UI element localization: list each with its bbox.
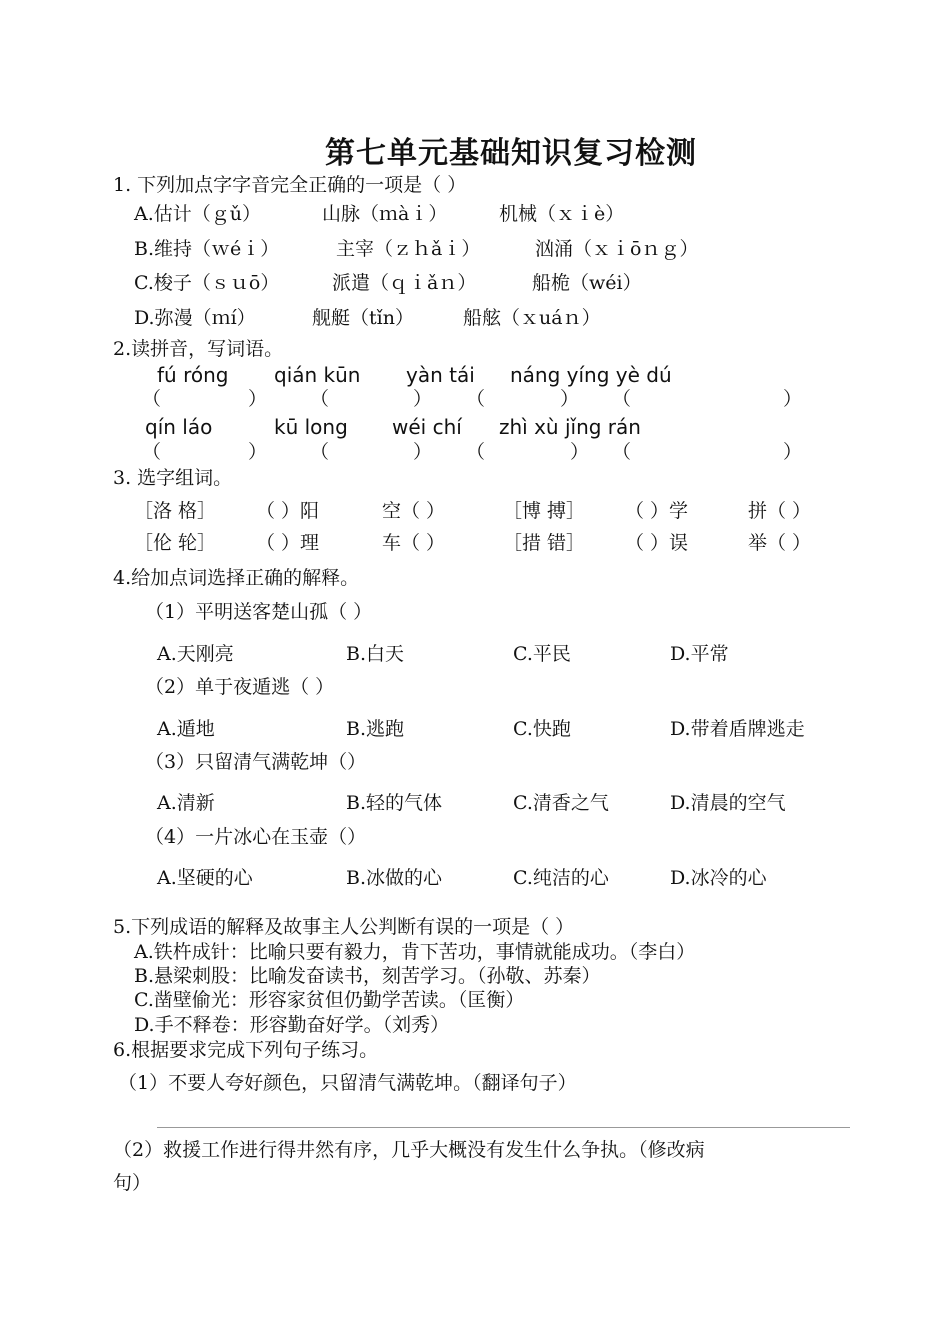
q6-sentence-2-cont: 句）: [113, 1172, 152, 1194]
q3-stem: 3. 选字组词。: [113, 467, 233, 489]
q6-stem: 6.根据要求完成下列句子练习。: [113, 1039, 379, 1061]
page-title: 第七单元基础知识复习检测: [325, 136, 697, 171]
q5-option-b: B.悬梁刺股：比喻发奋读书，刻苦学习。（孙敬、苏秦）: [134, 965, 601, 987]
q4-stem: 4.给加点词选择正确的解释。: [113, 567, 360, 589]
q6-sentence-1: （1）不要人夸好颜色，只留清气满乾坤。（翻译句子）: [118, 1072, 577, 1094]
q5-option-d: D.手不释卷：形容勤奋好学。（刘秀）: [134, 1014, 450, 1036]
q5-option-a: A.铁杵成针：比喻只要有毅力，肯下苦功，事情就能成功。（李白）: [134, 941, 696, 963]
q2-stem: 2.读拼音，写词语。: [113, 338, 284, 360]
q6-sentence-2: （2）救援工作进行得井然有序，几乎大概没有发生什么争执。（修改病: [113, 1139, 705, 1161]
q1-stem: 1. 下列加点字字音完全正确的一项是（ ）: [113, 174, 467, 196]
q5-option-c: C.凿壁偷光：形容家贫但仍勤学苦读。（匡衡）: [134, 989, 525, 1011]
answer-line[interactable]: [157, 1127, 850, 1128]
q5-stem: 5.下列成语的解释及故事主人公判断有误的一项是（ ）: [113, 916, 575, 938]
